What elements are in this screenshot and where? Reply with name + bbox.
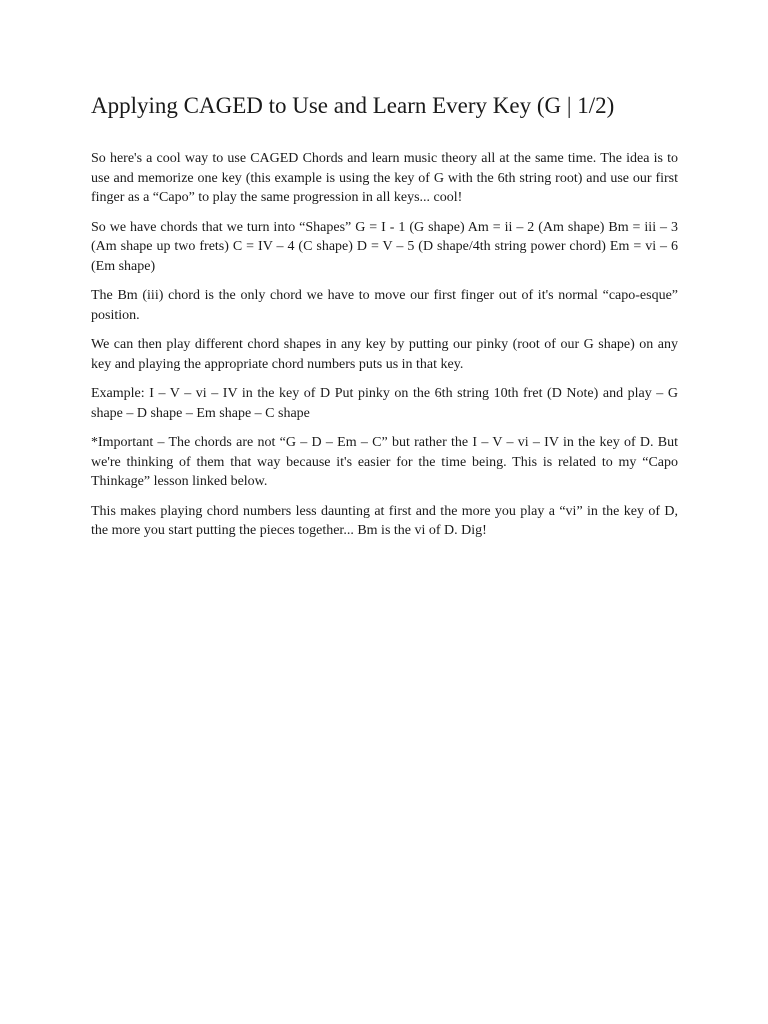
document-body [91, 149, 678, 551]
paragraph-example: Example: I – V – vi – IV in the key of D Put pinky on the 6th string 10th fret (D Note) and play – G shape – D shape – Em shape – C shape [91, 386, 678, 421]
paragraph-intro: So here's a cool way to use CAGED Chords and learn music theory all at the same time. The idea is to use and memorize one key (this example is using the key of G with the 6th string root) and use our first finger as a “Capo” to play the same progression in all keys... cool! [91, 151, 678, 205]
paragraph-important: *Important – The chords are not “G – D – Em – C” but rather the I – V – vi – IV in the key of D. But we're thinking of them that way because it's easier for the time being. This is related to my “Capo Thinkage” lesson linked below. [91, 435, 678, 489]
paragraph-conclusion: This makes playing chord numbers less daunting at first and the more you play a “vi” in the key of D, the more you start putting the pieces together... Bm is the vi of D. Dig! [91, 503, 678, 538]
paragraph-bm-chord: The Bm (iii) chord is the only chord we have to move our first finger out of it's normal “capo-esque” position. [91, 288, 678, 323]
paragraph-chord-shapes: So we have chords that we turn into “Shapes” G = I - 1 (G shape) Am = ii – 2 (Am shape) Bm = iii – 3 (Am shape up two frets) C = IV – 4 (C shape) D = V – 5 (D shape/4th string power chord) Em = vi – 6 (Em shape) [91, 219, 678, 274]
document-title: Applying CAGED to Use and Learn Every Key (G | 1/2) [91, 93, 615, 118]
paragraph-any-key: We can then play different chord shapes in any key by putting our pinky (root of our G shape) on any key and playing the appropriate chord numbers puts us in that key. [91, 337, 678, 372]
